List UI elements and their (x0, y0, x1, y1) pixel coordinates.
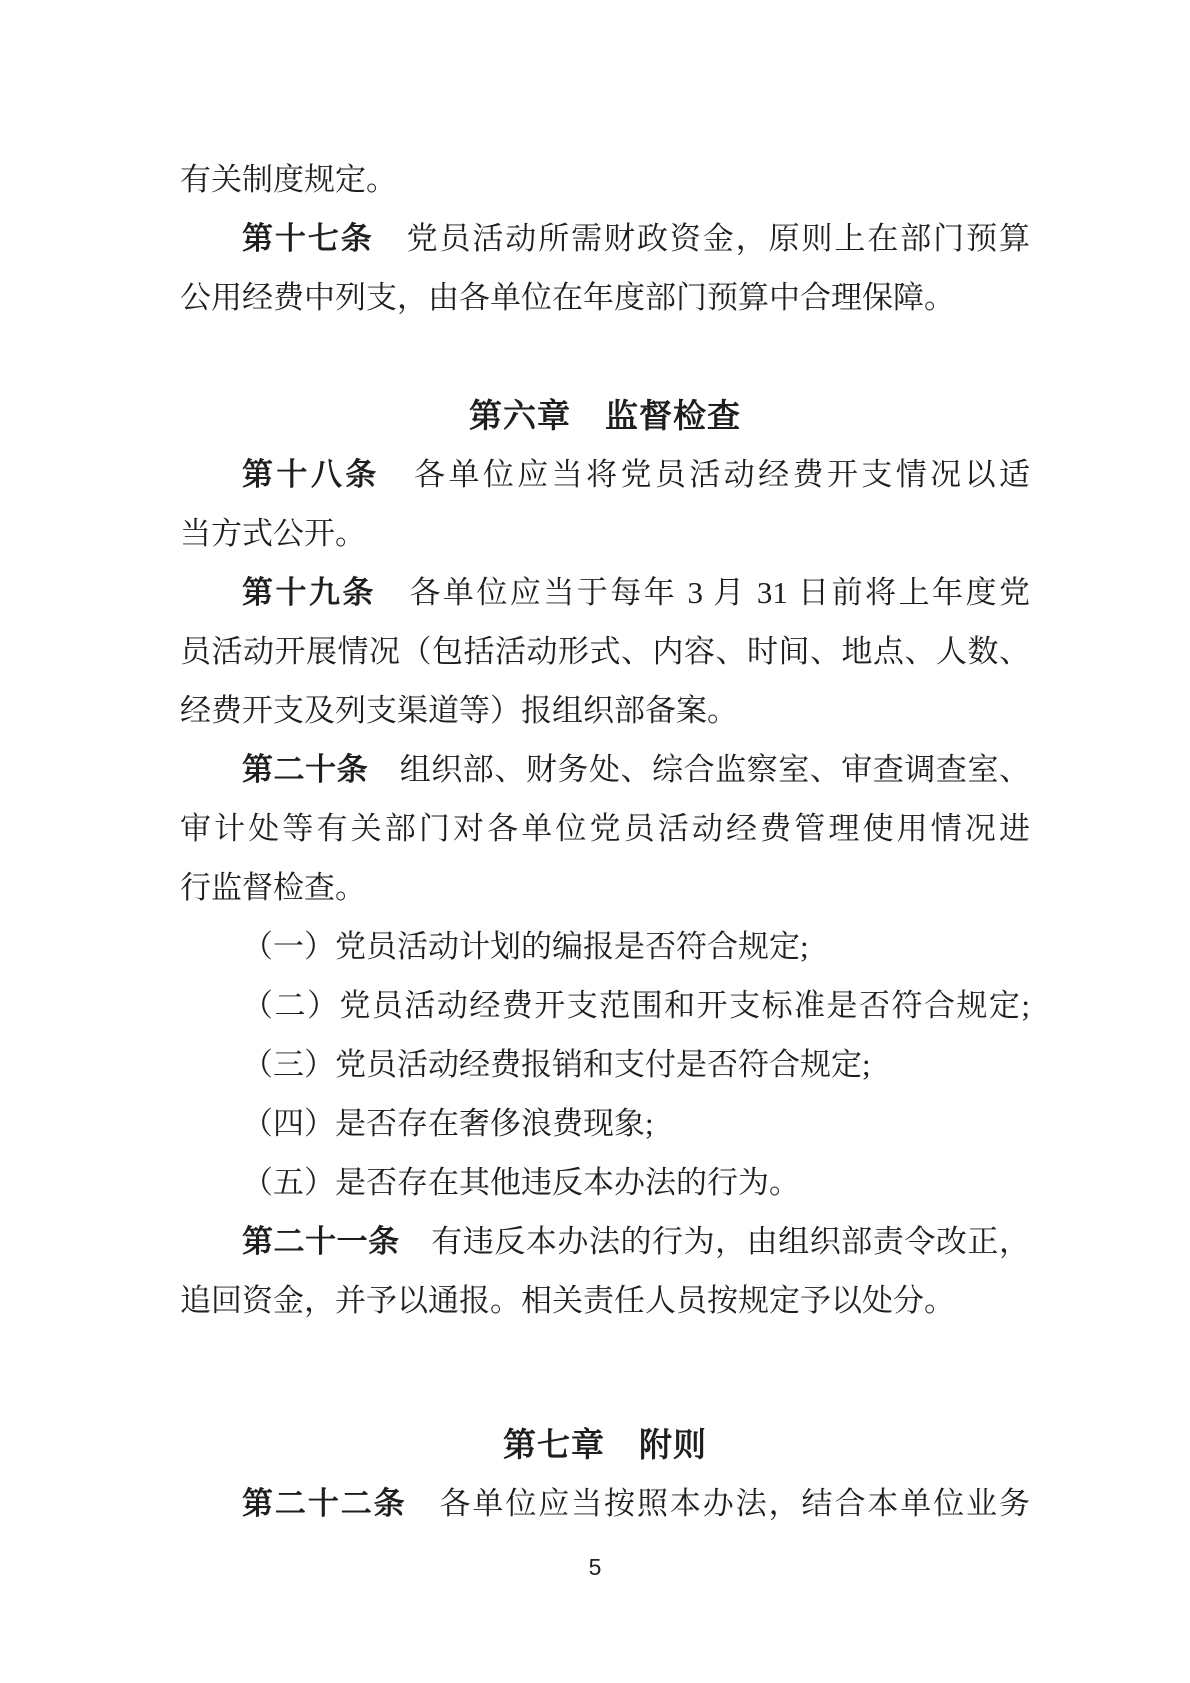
document-line (180, 917, 1030, 976)
text-run: （一）党员活动计划的编报是否符合规定; (242, 929, 809, 964)
document-line (180, 445, 1030, 504)
text-run: 各单位应当于每年 3 月 31 日前将上年度党 (375, 575, 1031, 610)
document-body (180, 150, 1030, 1533)
document-line (180, 268, 1030, 327)
text-run: 追回资金，并予以通报。相关责任人员按规定予以处分。 (180, 1283, 955, 1318)
document-line (180, 563, 1030, 622)
text-run: 各单位应当将党员活动经费开支情况以适 (379, 457, 1031, 492)
text-run: 党员活动所需财政资金，原则上在部门预算 (373, 221, 1031, 256)
chapter-heading (180, 386, 1030, 445)
text-run: 行监督检查。 (180, 870, 366, 905)
document-line (180, 799, 1030, 858)
text-run: 有关制度规定。 (180, 162, 397, 197)
text-run: （二）党员活动经费开支范围和开支标准是否符合规定; (242, 988, 1030, 1023)
text-run: （四）是否存在奢侈浪费现象; (242, 1106, 654, 1141)
text-run: 公用经费中列支，由各单位在年度部门预算中合理保障。 (180, 280, 955, 315)
document-line (180, 209, 1030, 268)
text-run: （五）是否存在其他违反本办法的行为。 (242, 1165, 800, 1200)
document-line (180, 976, 1030, 1035)
text-run: （三）党员活动经费报销和支付是否符合规定; (242, 1047, 871, 1082)
document-line (180, 858, 1030, 917)
document-line (180, 622, 1030, 681)
document-line (180, 1153, 1030, 1212)
article-number: 第十七条 (242, 221, 374, 256)
document-line (180, 1212, 1030, 1271)
text-run: 经费开支及列支渠道等）报组织部备案。 (180, 693, 738, 728)
document-line (180, 1094, 1030, 1153)
document-line (180, 681, 1030, 740)
text-run: 员活动开展情况（包括活动形式、内容、时间、地点、人数、 (180, 634, 1030, 669)
chapter-heading (180, 1415, 1030, 1474)
document-line (180, 1035, 1030, 1094)
document-line (180, 150, 1030, 209)
blank-line (180, 1330, 1030, 1415)
text-run: 各单位应当按照本办法，结合本单位业务 (406, 1486, 1031, 1521)
article-number: 第二十条 (242, 752, 369, 787)
article-number: 第七章 附则 (503, 1426, 707, 1463)
article-number: 第十九条 (242, 575, 376, 610)
text-run: 审计处等有关部门对各单位党员活动经费管理使用情况进 (180, 811, 1030, 846)
article-number: 第六章 监督检查 (469, 397, 741, 434)
document-line (180, 1271, 1030, 1330)
page-number: 5 (588, 1554, 602, 1580)
text-run: 组织部、财务处、综合监察室、审查调查室、 (368, 752, 1031, 787)
blank-line (180, 327, 1030, 386)
article-number: 第二十二条 (242, 1486, 407, 1521)
document-line (180, 1474, 1030, 1533)
article-number: 第二十一条 (242, 1224, 400, 1259)
article-number: 第十八条 (242, 457, 380, 492)
document-line (180, 504, 1030, 563)
text-run: 有违反本办法的行为，由组织部责令改正， (399, 1224, 1031, 1259)
text-run: 当方式公开。 (180, 516, 366, 551)
document-line (180, 740, 1030, 799)
